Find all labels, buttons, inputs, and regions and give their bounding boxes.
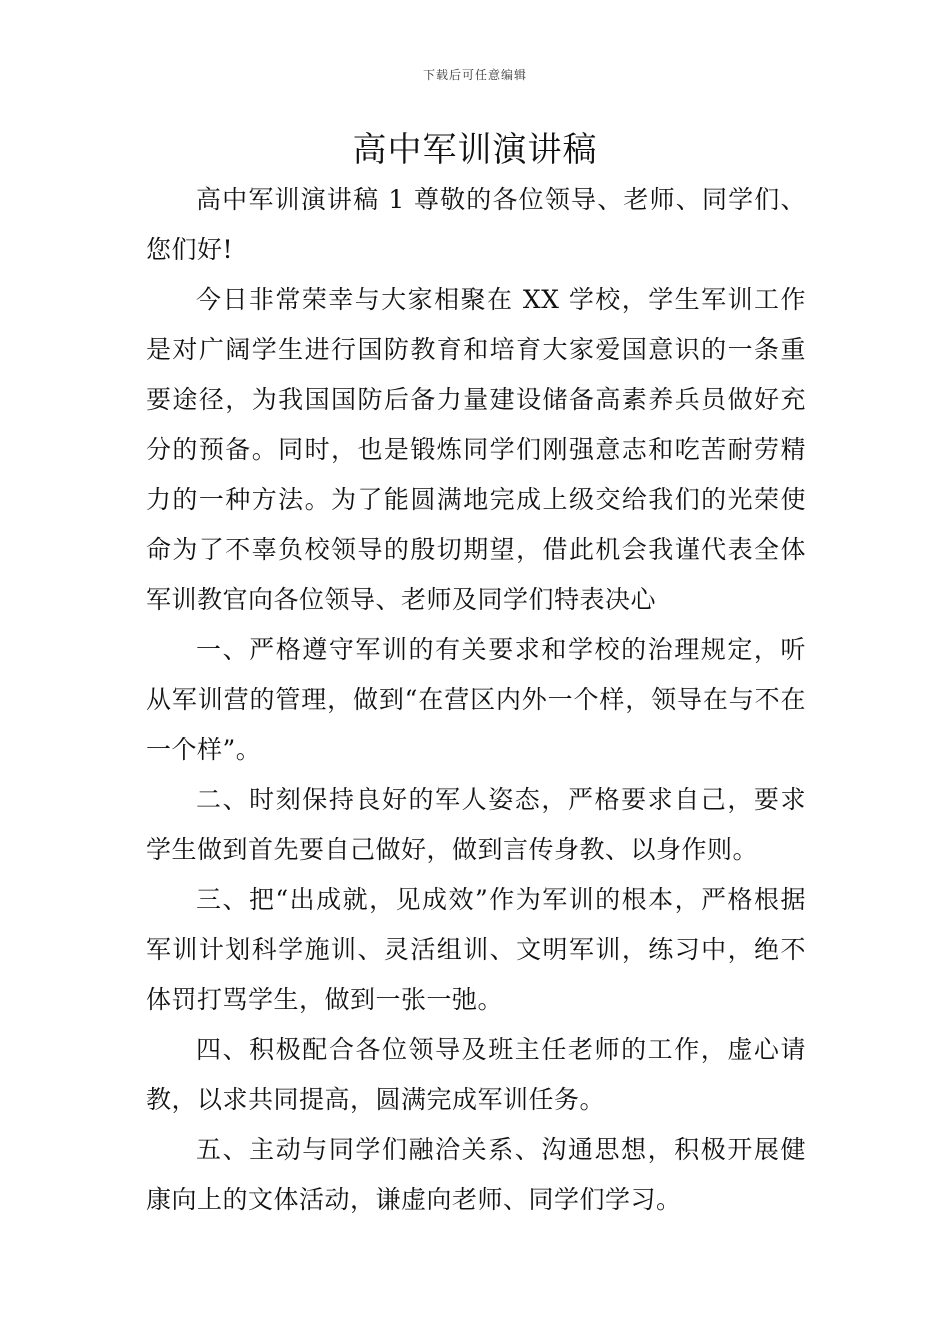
paragraph-pledge-5: 五、主动与同学们融洽关系、沟通思想，积极开展健康向上的文体活动，谦虚向老师、同学们学习。: [146, 1135, 806, 1214]
document-title: 高中军训演讲稿: [352, 130, 598, 170]
paragraph-pledge-2: 二、时刻保持良好的军人姿态，严格要求自己，要求学生做到首先要自己做好，做到言传身教、以身作则。: [146, 785, 806, 864]
paragraph-pledge-3: 三、把“出成就，见成效”作为军训的根本，严格根据军训计划科学施训、灵活组训、文明军训，练习中，绝不体罚打骂学生，做到一张一弛。: [146, 885, 806, 1014]
paragraph-greeting: 高中军训演讲稿 1 尊敬的各位领导、老师、同学们、您们好!: [146, 185, 806, 264]
header-note: 下载后可任意编辑: [422, 68, 527, 82]
paragraph-pledge-1: 一、严格遵守军训的有关要求和学校的治理规定，听从军训营的管理，做到“在营区内外一个样，领导在与不在一个样”。: [146, 635, 806, 764]
paragraph-intro: 今日非常荣幸与大家相聚在 XX 学校，学生军训工作是对广阔学生进行国防教育和培育大家爱国意识的一条重要途径，为我国国防后备力量建设储备高素养兵员做好充分的预备。同时，也是锻炼同学们刚强意志和吃苦耐劳精力的一种方法。为了能圆满地完成上级交给我们的光荣使命为了不辜负校领导的殷切期望，借此机会我谨代表全体军训教官向各位领导、老师及同学们特表决心: [146, 285, 806, 614]
paragraph-pledge-4: 四、积极配合各位领导及班主任老师的工作，虚心请教，以求共同提高，圆满完成军训任务。: [146, 1035, 806, 1114]
document-body: [146, 175, 806, 1225]
